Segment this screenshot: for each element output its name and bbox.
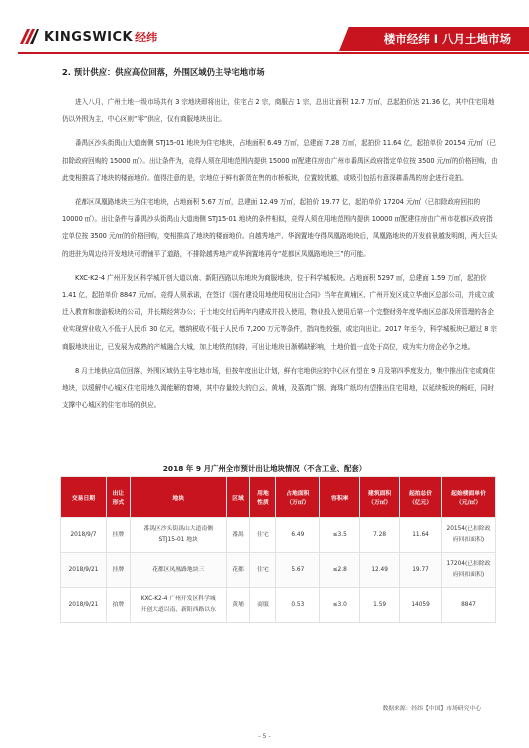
column-header: 建筑面积 （万㎡）: [360, 477, 400, 518]
column-header: 占地面积 （万㎡）: [276, 477, 320, 518]
header-banner-title: 楼市经纬 I 八月土地市场: [383, 32, 511, 46]
column-header: 起始楼面单价 （元/㎡）: [442, 477, 496, 518]
table-title: 2018 年 9 月广州全市预计出让地块情况（不含工业、配套）: [162, 464, 367, 473]
table-row: [61, 553, 496, 588]
paragraph: KXC-K2-4 广州开发区科学城开创大道以南、新阳西路以东地块为商服地块，位于科学城板块。占地面积 5297 ㎡，总建面 1.59 万㎡，起拍价 1.41 亿，起拍单价 8847 元/㎡。竞得人须承诺，在签订《国有建设用地使用权出让合同》当年在黄埔区、广州开发区成立华南区总部公司，并成立或迁入教育和旅游板块的公司，并长期经营办公；于土地交付后两年内建成并投入使用，物业投入使用后第一个完整财务年度华南区总部及所管理的各企业实现营业收入不低于人民币 30 亿元，缴纳税收不低于人民币 7,200 万元等条件，指向性较强，或定向出让。2017 年至今，科学城板块已超过 8 宗商服地块出让，已发展为成熟的产城融合大城，加上地铁的加持，可出让地块日渐稀缺影响，土地价值一直处于高位，成为实力房企必争之地。: [62, 273, 497, 351]
logo-text: KINGSWICK: [44, 29, 134, 45]
cell-site-area: 5.67: [276, 553, 320, 588]
column-header: 区域: [226, 477, 250, 518]
cell-site-area: 6.49: [276, 518, 320, 553]
table-header-row: [61, 477, 496, 518]
header-divider: [18, 52, 529, 54]
table-row: [61, 588, 496, 623]
cell-floor-area: 1.59: [360, 588, 400, 623]
cell-unit-price: 20154(已扣除政 府回扣面积): [442, 518, 496, 553]
data-source-note: 数据来源：经纬【中国】市场研究中心: [382, 706, 481, 712]
cell-plot-ratio: ≤3.5: [320, 518, 360, 553]
cell-form: 挂牌: [106, 553, 130, 588]
column-header: 地块: [130, 477, 226, 518]
cell-site-area: 0.53: [276, 588, 320, 623]
cell-floor-area: 7.28: [360, 518, 400, 553]
paragraph: 花都区凤凰路地块三为住宅地块，占地面积 5.67 万㎡，总建面 12.49 万㎡，起拍价 19.77 亿，起拍单价 17204 元/㎡（已扣除政府回扣的 10000 ㎡）。出让条件与番禺沙头街禺山大道南侧 STJ15-01 地块的条件相似，竞得人须在用地范围内提供 10000 ㎡配建住房由广州市花都区政府指定单位按 3500 元/㎡的价格回购，变相推高了地块的楼面地价。自越秀地产、华润置地夺得凤凰路地块后，凤凰路地块的开发前景越发明朗，两大巨头的进驻为周边待开发地块可谓铺平了道路，不排除越秀地产或华润置地再夺“花都区凤凰路地块三”的可能。: [62, 198, 498, 258]
logo-chinese-text: 经纬: [135, 31, 158, 44]
cell-unit-price: 8847: [442, 588, 496, 623]
cell-start-price: 19.77: [400, 553, 442, 588]
column-header: 容积率: [320, 477, 360, 518]
column-header: 交易日期: [61, 477, 107, 518]
paragraph: 8 月土地供应高位回落，外围区域仍主导宅地市场，但按年度出让计划，鲜有宅地供应的中心区有望在 9 月及第四季度发力，集中推出住宅或商住地块，以缓解中心城区住宅用地久渴能解的窘境，其中存量较大的白云、黄埔，及荔湾广钢、海珠广纸均有望推出住宅用地，以延续板块的畅旺，同时支撑中心城区的住宅市场的供应。: [62, 366, 496, 410]
cell-plot-ratio: ≤2.8: [320, 553, 360, 588]
cell-form: 拍牌: [106, 588, 130, 623]
column-header: 出让 形式: [106, 477, 130, 518]
cell-district: 黄埔: [226, 588, 250, 623]
cell-use: 住宅: [250, 518, 276, 553]
cell-district: 番禺: [226, 518, 250, 553]
page-header: [0, 0, 529, 52]
cell-date: 2018/9/7: [61, 518, 107, 553]
company-logo: [18, 26, 157, 48]
table-row: [61, 518, 496, 553]
cell-plot: 花都区凤凰路地块三: [130, 553, 226, 588]
cell-plot-ratio: ≤3.0: [320, 588, 360, 623]
cell-floor-area: 12.49: [360, 553, 400, 588]
cell-use: 住宅: [250, 553, 276, 588]
report-body: [62, 62, 498, 421]
cell-unit-price: 17204(已扣除政 府回扣面积): [442, 553, 496, 588]
cell-form: 挂牌: [106, 518, 130, 553]
cell-start-price: 11.64: [400, 518, 442, 553]
paragraph: 番禺区沙头街禺山大道南侧 STJ15-01 地块为住宅地块，占地面积 6.49 万㎡，总建面 7.28 万㎡，起拍价 11.64 亿，起拍单价 20154 元/㎡（已扣除政府回购的 15000 ㎡）。出让条件为，竞得人须在用地范围内提供 15000 ㎡配建住房由广州市番禺区政府指定单位按 3500 元/㎡的价格回购，由此变相推高了地块的楼面地价。值得注意的是，宗地位于鲜有新货在售的市桥板块，位置较优越，或吸引包括有意深耕番禺的房企进行竞拍。: [62, 139, 498, 182]
section-title: 2. 预计供应：供应高位回落，外围区域仍主导宅地市场: [62, 67, 265, 77]
cell-date: 2018/9/21: [61, 588, 107, 623]
column-header: 起拍总价 （亿元）: [400, 477, 442, 518]
paragraph: 进入八月，广州土地一级市场共有 3 宗地块即将出让，住宅占 2 宗，商服占 1 宗，总出让面积 12.7 万㎡，总起拍价达 21.36 亿，其中住宅用地仍以外围为主，中心区则“零”供应，仅有商服地块出让。: [62, 98, 495, 124]
page-number: - 5 -: [258, 733, 271, 740]
cell-date: 2018/9/21: [61, 553, 107, 588]
cell-plot: 番禺区沙头街禺山大道南侧 STJ15-01 地块: [130, 518, 226, 553]
cell-start-price: 14059: [400, 588, 442, 623]
land-supply-table: [60, 476, 496, 623]
column-header: 用地 性质: [250, 477, 276, 518]
cell-district: 花都: [226, 553, 250, 588]
cell-use: 商服: [250, 588, 276, 623]
logo-mark-icon: [18, 26, 40, 48]
cell-plot: KXC-K2-4 广州开发区科学城 开创大道以南、新阳西路以东: [130, 588, 226, 623]
